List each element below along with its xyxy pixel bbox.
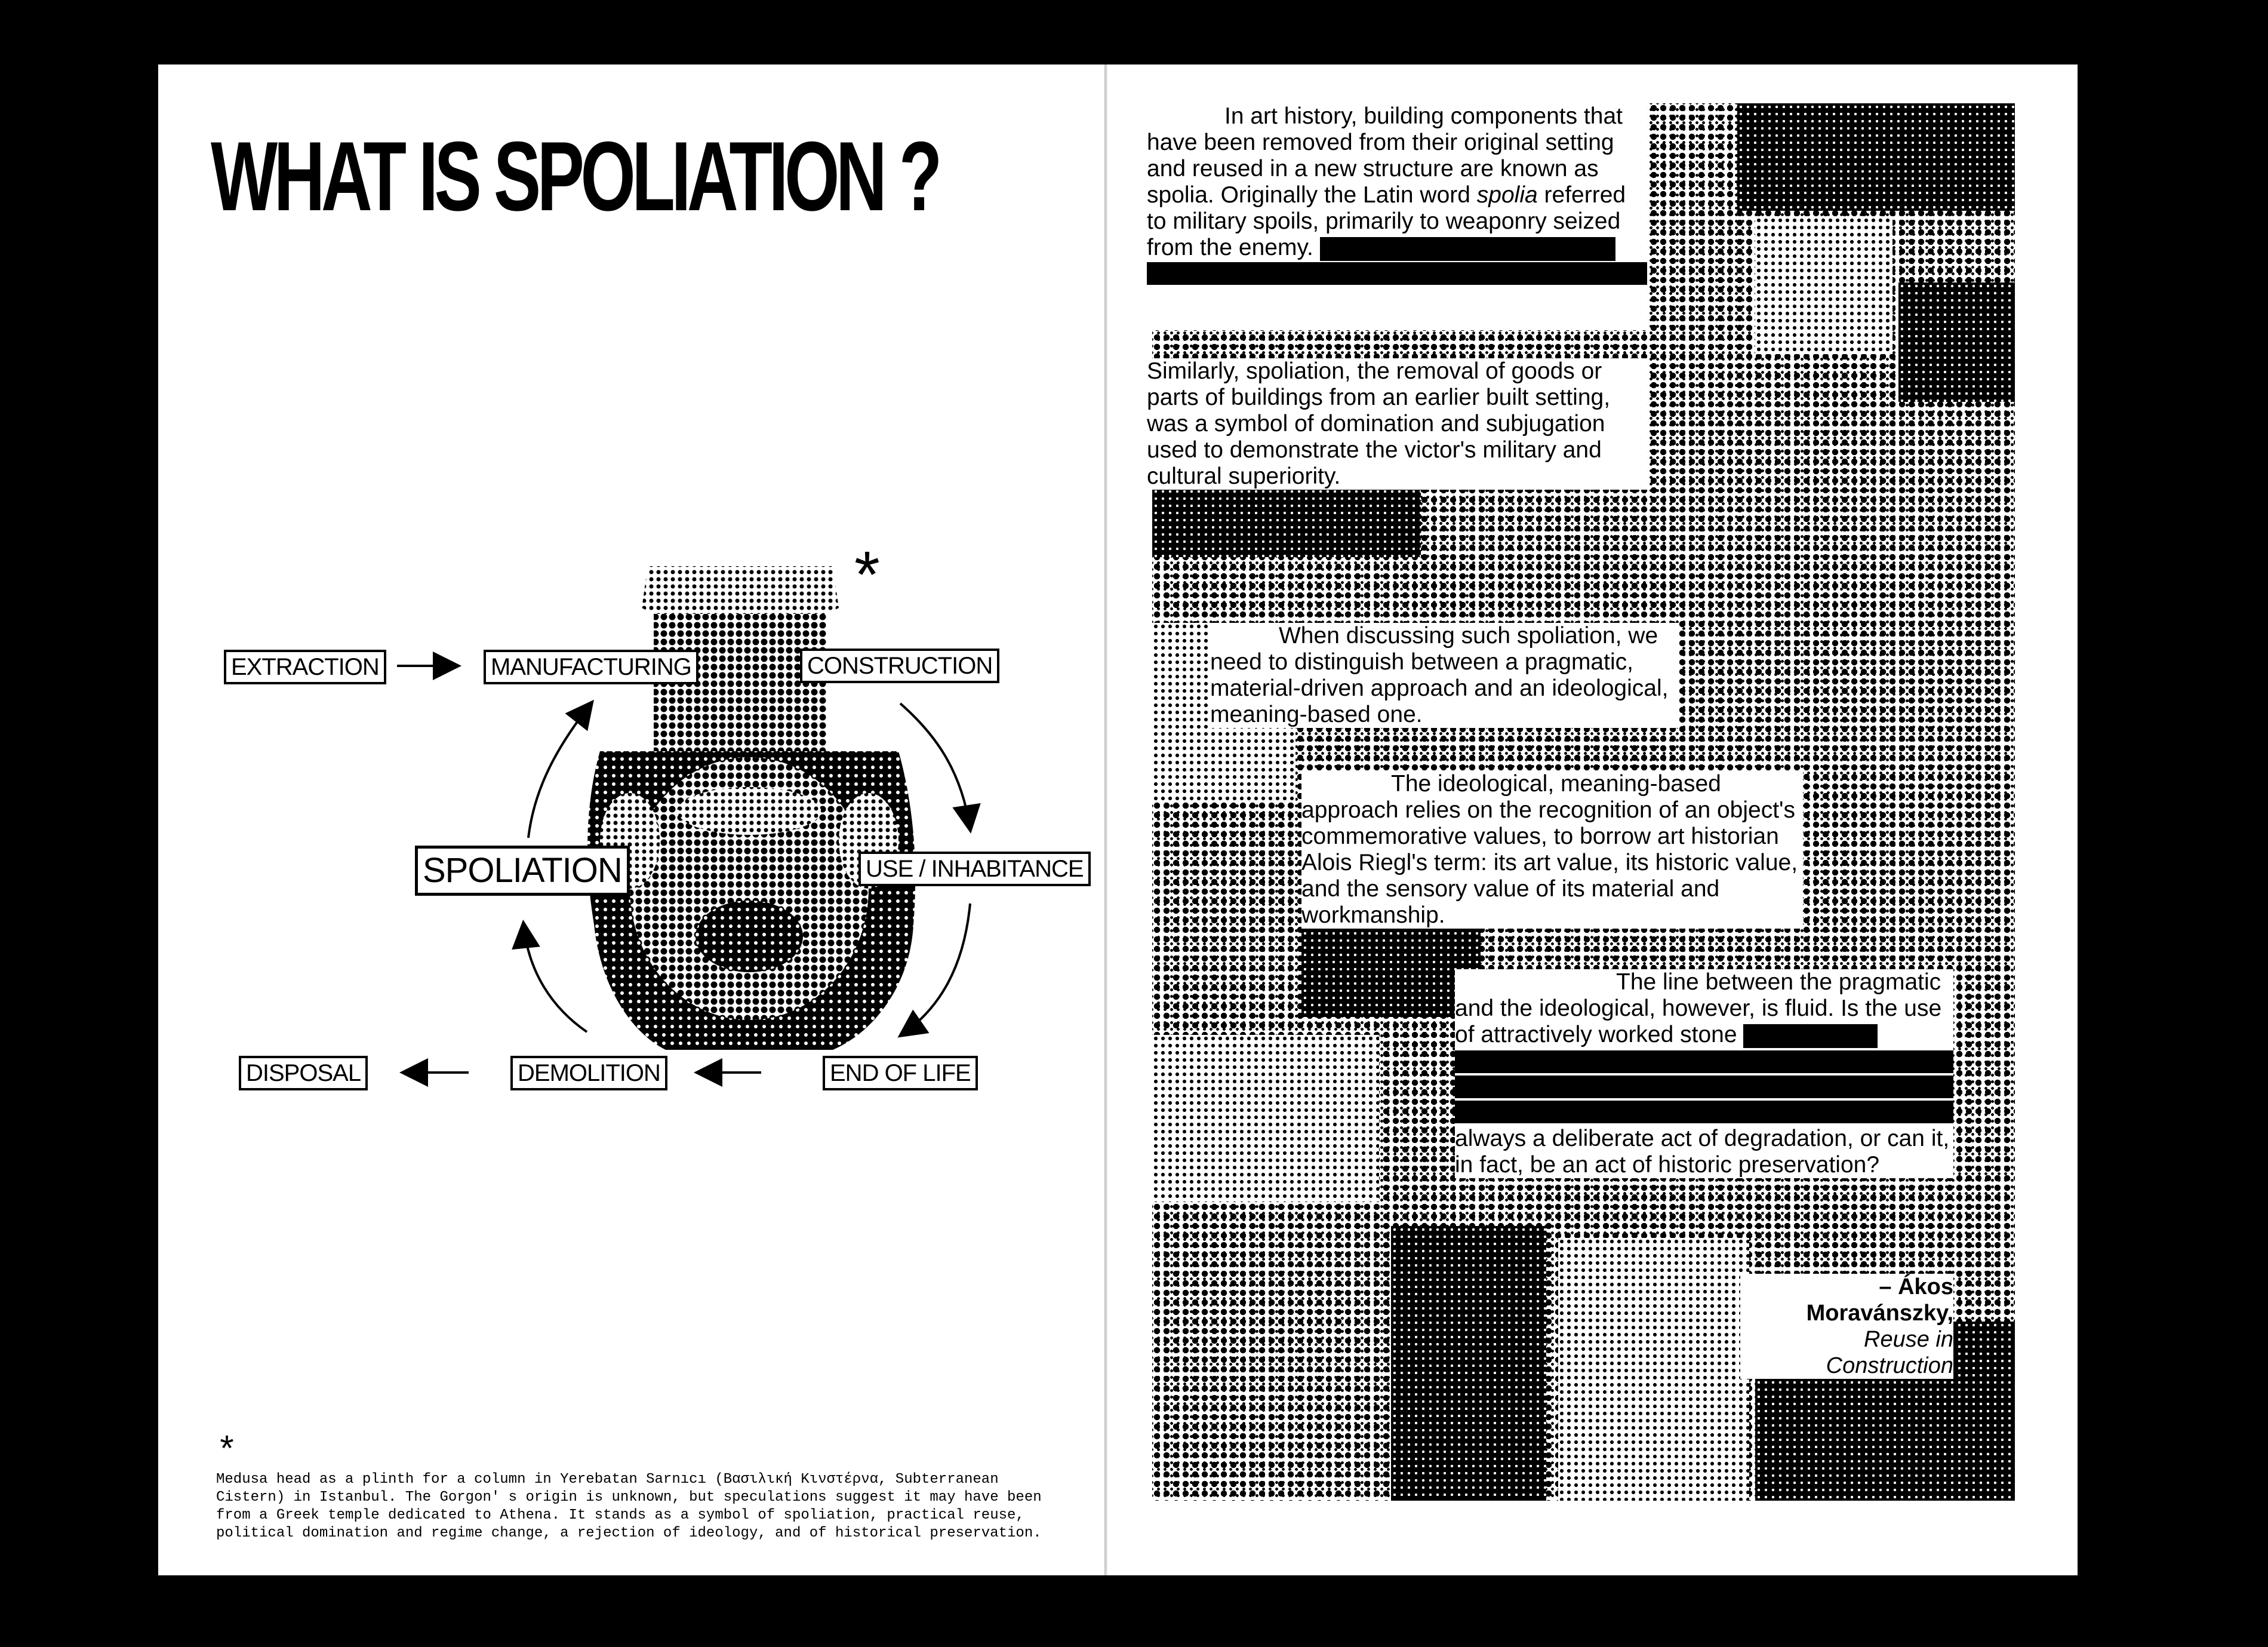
step-demolition: DEMOLITION	[510, 1056, 667, 1090]
redaction-bar	[1147, 262, 1647, 285]
intro-text-end: referred to military spoils, primarily to weaponry seized from the enemy.	[1147, 182, 1626, 260]
step-end-of-life: END OF LIFE	[823, 1056, 978, 1090]
stone-column	[1391, 1226, 1546, 1501]
attribution	[1740, 1274, 1953, 1379]
stone-block	[1898, 282, 2015, 402]
intro-italic-word: spolia	[1476, 182, 1538, 208]
line-text: The line between the pragmatic and the ideological, however, is fluid. Is the use of attractively worked stone	[1455, 969, 1942, 1047]
line-text-end: always a deliberate act of degradation, or can it, in fact, be an act of historic preservation?	[1455, 1126, 1950, 1178]
footnote-asterisk: *	[216, 1433, 238, 1473]
right-page	[1107, 64, 2078, 1575]
redaction-bar	[1320, 237, 1615, 261]
cycle-arrows	[158, 64, 1104, 1575]
redaction-bar	[1455, 1050, 1953, 1073]
page-title: WHAT IS SPOLIATION ?	[211, 121, 938, 231]
attribution-author: – Ákos Moravánszky,	[1806, 1274, 1953, 1326]
text-block-ideological	[1301, 771, 1803, 929]
left-page	[158, 64, 1104, 1575]
text-block-distinguish	[1210, 623, 1679, 728]
redaction-bar	[1455, 1101, 1953, 1123]
step-construction: CONSTRUCTION	[800, 649, 999, 683]
redaction-bar	[1455, 1076, 1953, 1098]
step-spoliation: SPOLIATION	[415, 846, 630, 896]
redaction-bar	[1743, 1024, 1878, 1048]
text-block-line	[1455, 969, 1953, 1178]
stone-block	[1152, 1035, 1379, 1202]
step-extraction: EXTRACTION	[224, 650, 386, 684]
intro-text: In art history, building components that have been removed from their original setting and reused in a new structure are known as spolia. Originally the Latin word	[1147, 103, 1623, 208]
footnote	[216, 1435, 1070, 1542]
step-disposal: DISPOSAL	[239, 1056, 368, 1090]
attribution-title: Reuse in Construction	[1826, 1327, 1953, 1378]
ideological-text: The ideological, meaning-based approach relies on the recognition of an object's commemorative values, to borrow art historian Alois Riegl's term: its art value, its historic value, and the sensory value of its material and workmanship.	[1301, 771, 1798, 928]
stone-column	[1558, 1238, 1749, 1501]
image-asterisk: *	[854, 538, 880, 612]
distinguish-text: When discussing such spoliation, we need to distinguish between a pragmatic, material-driven approach and an ideological, meaning-based one.	[1210, 623, 1669, 727]
step-manufacturing: MANUFACTURING	[484, 650, 698, 684]
stone-block	[1755, 217, 1892, 354]
text-block-intro	[1147, 103, 1647, 330]
spoliation-text: Similarly, spoliation, the removal of goods or parts of buildings from an earlier built setting, was a symbol of domination and subjugation used to demonstrate the victor's military and cultural superiority.	[1147, 358, 1611, 489]
footnote-text: Medusa head as a plinth for a column in Yerebatan Sarnıcı (Βασιλική Κινστέρνα, Subterranean Cistern) in Istanbul. The Gorgon' s origin is unknown, but speculations suggest it may have been from a Greek temple dedicated to Athena. It stands as a symbol of spoliation, practical reuse, political domination and regime change, a rejection of ideology, and of historical preservation.	[216, 1471, 1042, 1541]
stone-block	[1737, 103, 2015, 211]
step-use-inhabitance: USE / INHABITANCE	[858, 852, 1091, 886]
text-block-spoliation	[1147, 358, 1647, 490]
